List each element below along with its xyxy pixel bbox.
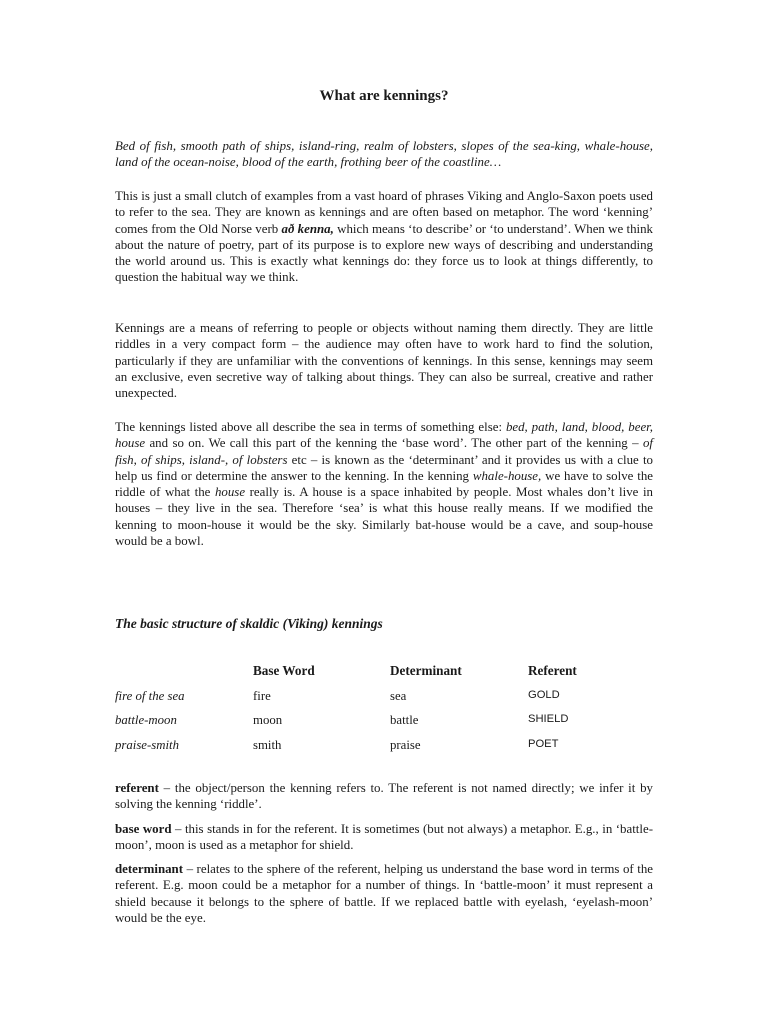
referent-cell: POET xyxy=(528,738,559,750)
old-norse-verb: að kenna, xyxy=(281,221,334,236)
definition-term: base word xyxy=(115,822,172,836)
table-row xyxy=(115,713,653,731)
intro-kennings: Bed of fish, smooth path of ships, island-ring, realm of lobsters, slopes of the sea-king, whale-house, land of the ocean-noise, blood of the earth, frothing beer of the coastline… xyxy=(115,139,653,170)
paragraph-3: The kennings listed above all describe the sea in terms of something else: bed, path, land, blood, beer, house and so on. We call this part of the kenning the ‘base word’. The other part of the kenning – of fish, of ships, island-, of lobsters etc – is known as the ‘determinant’ and it provides us with a clue to help us find or determine the answer to the kenning. In the kenning whale-house, we have to solve the riddle of what the house really is. A house is a space inhabited by people. Most whales don’t live in houses – they live in the sea. Therefore ‘sea’ is what this house really means. If we modified the kenning to moon-house it would be the sky. Similarly bat-house would be a cave, and soup-house would be a bowl. xyxy=(115,420,653,549)
determinant-cell: praise xyxy=(390,738,421,752)
determinant-cell: battle xyxy=(390,713,419,727)
definition-term: determinant xyxy=(115,862,184,876)
table-header-row xyxy=(115,663,653,681)
table-row xyxy=(115,738,653,756)
referent-cell: GOLD xyxy=(528,689,560,701)
kenning-cell: praise-smith xyxy=(115,738,179,752)
header-determinant: Determinant xyxy=(390,663,462,678)
definition-term: referent xyxy=(115,781,159,795)
referent-cell: SHIELD xyxy=(528,713,569,725)
page-title: What are kennings? xyxy=(319,88,449,104)
base-word-cell: fire xyxy=(253,689,271,703)
kenning-cell: fire of the sea xyxy=(115,689,185,703)
kenning-cell: battle-moon xyxy=(115,713,177,727)
paragraph-1: This is just a small clutch of examples from a vast hoard of phrases Viking and Anglo-Saxon poets used to refer to the sea. They are known as kennings and are often based on metaphor. The word ‘kenning’ comes from the Old Norse verb að kenna, which means ‘to describe’ or ‘to understand’. When we think about the nature of poetry, part of its purpose is to explore new ways of describing and understanding the world around us. This is exactly what kennings do: they force us to look at things differently, to question the habitual way we think. xyxy=(115,189,653,285)
definition-determinant: determinant – relates to the sphere of the referent, helping us understand the base word in terms of the referent. E.g. moon could be a metaphor for a number of things. In ‘battle-moon’ it must represent a shield because it belongs to the sphere of battle. If we replaced battle with eyelash, ‘eyelash-moon’ would be the eye. xyxy=(115,862,653,925)
paragraph-2: Kennings are a means of referring to people or objects without naming them directly. They are little riddles in a very compact form – the audience may often have to work hard to find the solution, particularly if they are unfamiliar with the conventions of kennings. In this sense, kennings may seem an exclusive, even secretive way of talking about things. They can also be surreal, creative and rather unexpected. xyxy=(115,321,653,401)
table-row xyxy=(115,689,653,707)
header-referent: Referent xyxy=(528,663,577,678)
header-base-word: Base Word xyxy=(253,663,315,678)
definition-referent: referent – the object/person the kenning refers to. The referent is not named directly; we infer it by solving the kenning ‘riddle’. xyxy=(115,781,653,812)
definition-base-word: base word – this stands in for the referent. It is sometimes (but not always) a metaphor. E.g., in ‘battle-moon’, moon is used as a metaphor for shield. xyxy=(115,822,653,853)
section-heading: The basic structure of skaldic (Viking) kennings xyxy=(115,616,383,631)
base-word-cell: moon xyxy=(253,713,283,727)
determinant-cell: sea xyxy=(390,689,407,703)
base-word-cell: smith xyxy=(253,738,282,752)
